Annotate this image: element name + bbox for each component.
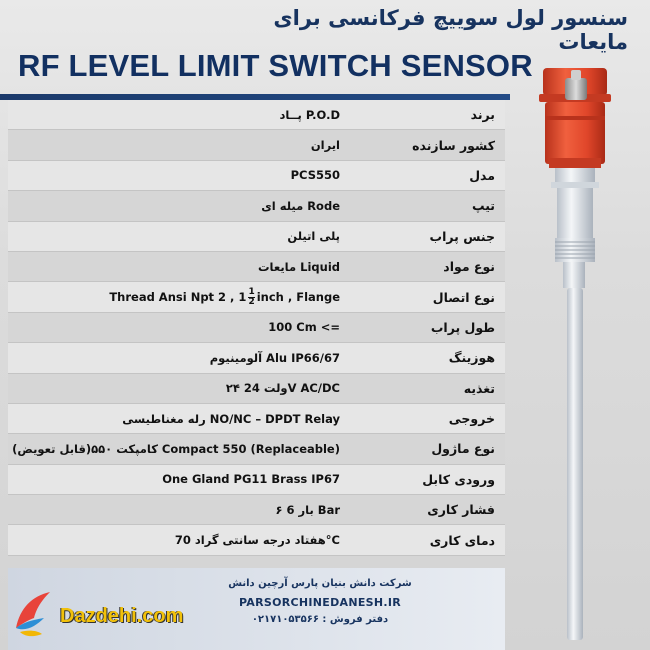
spec-value: پــاد P.O.D bbox=[279, 107, 340, 122]
spec-label: نوع اتصال bbox=[432, 289, 495, 305]
spec-row-country bbox=[8, 130, 505, 160]
spec-value: 100 Cm <= bbox=[268, 320, 340, 335]
fraction bbox=[248, 288, 254, 307]
spec-row-model bbox=[8, 161, 505, 191]
spec-value: کامپکت ۵۵۰(قابل تعویض) Compact 550 (Replaceable) bbox=[12, 441, 340, 456]
spec-value: PCS550 bbox=[290, 168, 340, 183]
rf-level-sensor-image bbox=[525, 60, 625, 650]
spec-label: هوزینگ bbox=[448, 350, 495, 366]
spec-row-cable-entry bbox=[8, 465, 505, 495]
spec-label: نوع ماژول bbox=[431, 441, 495, 457]
watermark-text: Dazdehi.com bbox=[60, 605, 184, 627]
spec-value bbox=[109, 282, 340, 311]
spec-value: هفتاد درجه سانتی گراد 70°C bbox=[174, 533, 340, 548]
spec-value: میله ای Rode bbox=[261, 198, 340, 213]
spec-value: ۲۴ ولت 24V AC/DC bbox=[225, 381, 340, 396]
spec-row-material-type bbox=[8, 252, 505, 282]
spec-label: جنس پراب bbox=[429, 228, 495, 244]
fraction-numerator: 1 bbox=[248, 286, 255, 297]
spec-row-brand bbox=[8, 100, 505, 130]
spec-label: کشور سازنده bbox=[412, 137, 495, 153]
spec-value: ۶ بار 6 Bar bbox=[275, 502, 340, 517]
spec-value-post: inch , Flange bbox=[256, 290, 340, 305]
spec-label: برند bbox=[470, 107, 495, 123]
spec-value: رله مغناطیسی NO/NC – DPDT Relay bbox=[122, 411, 340, 426]
fraction-denominator: 2 bbox=[248, 296, 255, 307]
spec-row-probe-length bbox=[8, 313, 505, 343]
spec-label: فشار کاری bbox=[427, 502, 495, 518]
page-title-en: RF LEVEL LIMIT SWITCH SENSOR bbox=[18, 48, 533, 83]
spec-value: مایعات Liquid bbox=[258, 259, 340, 274]
spec-value: پلی اتیلن bbox=[287, 229, 340, 244]
spec-row-temperature bbox=[8, 525, 505, 555]
spec-row-probe-material bbox=[8, 222, 505, 252]
spec-row-connection bbox=[8, 282, 505, 312]
spec-row-pressure bbox=[8, 495, 505, 525]
company-website[interactable]: PARSORCHINEDANESH.IR bbox=[238, 596, 402, 609]
company-name: شرکت دانش بنیان پارس آرچین دانش bbox=[228, 578, 412, 589]
page-title-fa: سنسور لول سوییچ فرکانسی برای مایعات bbox=[273, 6, 628, 54]
spec-label: نوع مواد bbox=[443, 259, 495, 275]
spec-value: ایران bbox=[310, 138, 340, 153]
spec-label: خروجی bbox=[448, 411, 495, 427]
bird-logo-icon bbox=[10, 588, 56, 640]
spec-label: تغذیه bbox=[463, 380, 495, 396]
spec-label: طول پراب bbox=[430, 319, 495, 335]
spec-row-housing bbox=[8, 343, 505, 373]
spec-label: تیپ bbox=[471, 198, 495, 214]
sales-phone: دفتر فروش : ۰۲۱۷۱۰۵۳۵۶۶ bbox=[251, 614, 389, 625]
spec-label: مدل bbox=[469, 167, 495, 183]
spec-row-output bbox=[8, 404, 505, 434]
spec-value-pre: Thread Ansi Npt 2 , 1 bbox=[109, 290, 247, 305]
spec-row-module bbox=[8, 434, 505, 464]
spec-value: آلومینیوم Alu IP66/67 bbox=[209, 350, 340, 365]
spec-value: One Gland PG11 Brass IP67 bbox=[162, 472, 340, 487]
spec-row-type bbox=[8, 191, 505, 221]
spec-label: دمای کاری bbox=[429, 532, 495, 548]
spec-row-supply bbox=[8, 374, 505, 404]
spec-table bbox=[8, 100, 505, 556]
spec-label: ورودی کابل bbox=[422, 471, 495, 487]
